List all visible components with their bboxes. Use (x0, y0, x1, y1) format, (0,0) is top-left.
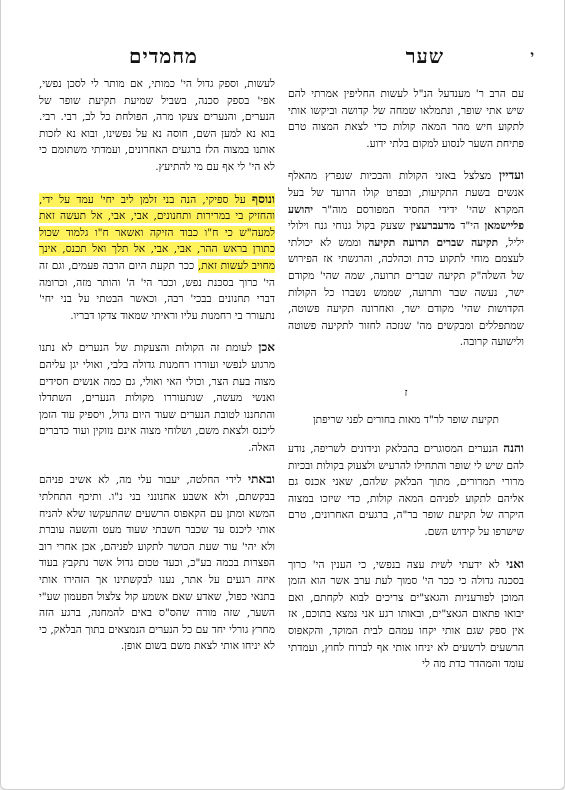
paragraph (288, 556, 524, 673)
paragraph-text: מצלצל באזני הקולות והבכיות שנפרץ מהאלף אנשים בשעת התקיעות, ובפרט קולו הרועד של בעל המקרא שהי' ידידי החסיד המפורסם מוה"ר (288, 170, 524, 216)
page-mark: י (530, 48, 534, 64)
lead-word: ואני (506, 556, 524, 571)
paragraph-text: ככר תקעת היום הרבה פעמים, וגם זה הי' כרוך בסכנת נפש, וככר הי' ה' והותר מזה, וכרומה דברי תחנונים בבכי' רבה, וכאשר הבטתי על בני יחי' נתעורר בי רחמנות עליו וראיתי שמאוד צדקו דבריו. (39, 259, 275, 322)
section-number: ז (404, 385, 408, 399)
paragraph (39, 471, 275, 655)
lead-word: ועדיין (499, 168, 524, 183)
paragraph-text: לא ידעתי לשית עצה בנפשי, כי הענין הי' כרוך בסכנה גדולה כי ככר הי' סמוך לעת ערב אשר הוא הזמן המוכן לפורעניות והגאצ"ים צריכים לבוא לקחתם, ואם יבואו פתאום הגאצ"ים, ובאותו רגע אני נמצא בתוכם, אז אין ספק שגם אותי יקחו עמהם לבית המוקד, והקאפוס הרשעים לרשעים לא יניחו אותי אף לברוח לחוץ, ועמדתי עומד והמהדר כדת מה לי (288, 558, 524, 671)
bold-name: יהושע פליישמאן (288, 203, 525, 233)
paragraph (39, 191, 275, 325)
section-title: תקיעת שופר לר"ד מאות בחורים לפני שריפתן (312, 413, 500, 426)
paragraph-text: על ספיקי, הנה בני זלמן ליב יחי' עמד על ידי, והחזיק בי במרירות ותחנונים, אבי, אבי, אל תעשה זאת למעה"ש כי ח"ו כבוד הזיקה ואשאר ח"ו גלמוד שכול כתורן בראש ההר, אבי, אבי, אל תלך ואל תכנס, אינך מחויב לעשות זאת, (39, 193, 276, 272)
paragraph-text: וממש לא יכולתי לעצמם מוחי לתקוע כדת וכהלכה, והרגשתי אז הפירוש של השלה"ק תקיעה שברים תרועה, שמה שהי' מקודם ישר, נעשה שבר ותרועה, שממש נשברו כל הקולות הקדושות שהי' מקודם ישר, ואחרונה תקיעה פשוטה, שמתפללים ומבקשים מה' שנזכה לחזור לתקיעה פשוטה ולישועה קרובה. (288, 236, 524, 349)
paragraph (288, 167, 524, 351)
paragraph-text: לידי החלטה, יעבור עלי מה, לא אשיב פניהם בבקשתם, ולא אשבע אחנונני בני נ"ו. ותיכף התחלתי המשא ומתן עם הקאפוס הרשעים שהתעקשו שלא להניח אותי ליכנס עד שכבר חשבתי שעוד מעט והשעה עוברת ולא יהי' עוד שעת הכושר לתקוע לפניהם, אכן אחרי רוב הפצרות בכמה בע"כ, וכעד טכום גדול אשר נתקבץ בעוד איזה רגעים על אתר, נענו לבקשתינו אך הזהירו אותי בתנאי כפול, שאדע שאם אשמע קול צלצול הפעמון שע"י השער, שזה מורה שהס"ס באים להמחנה, ברגע הזה מחרץ גורלי יחד עם כל הנערים הנמצאים בתוך הבלאק, כי לא יניחו אותי לצאת משם בשום אופן. (39, 474, 275, 653)
paragraph: עם הרב ר' מענדעל הנ"ל לעשות החליפין אמרתי להם שיש אתי שופר, ונתמלאו שמחה של קדושה וביקשו אותי לתקוע חיש מהר המאה קולות כדי לצאת המצוה טרם פתיחת השער לנסוע למקום בלתי ידוע. (288, 88, 524, 150)
paragraph-text: הנערים המסוגרים בהבלאק ונידונים לשריפה, נודע להם שיש לי שופר והתחילו להרעיש ולצעוק בקולות ובכיות מרורי תמרורים, מתוך הבלאק שלהם, שאני אכנס גם אליהם לתקוע לפניהם המאה קולות, כדי שיזכו במצוה היקרה של תקיעת שופר בר"ה, ברגעים האחרונים, טרם שישרפו על קידוש השם. (288, 443, 524, 539)
paragraph (39, 339, 275, 456)
lead-word: ונוסף (251, 191, 275, 206)
lead-word: ובאתי (247, 472, 275, 487)
paragraph-text: שצעק בקול גנוחי גנח וילולי יליל, (288, 220, 524, 249)
lead-word: אכן (258, 340, 275, 355)
paragraph: לעשות, וספק גדול הי' כמותי, אם מותר לי לסכן נפשי, אפי' בספק סכנה, בשביל שמיעת תקיעת שופר של הנערים, והנערים צעקו מרה, הפולחת כל לב, רבי. רבי. בוא נא למען השם, חוסה נא על נפשינו, ובוא נא לזכות אותנו במצוה הלז ברגעים האחרונים, ועמדתי משתומם כי לא הי' לי אף עם מי להתיעץ. (39, 78, 275, 173)
bold-place: מדעברעצין (410, 220, 456, 233)
paragraph-text: לעומת זה הקולות והצעקות של הנערים לא נתנו מרגוע לנפשי ועוררו רחמנות גדולה בלבי, ואולי יגן עליהם מצוה בעת הצר, וכולי האי ואולי, גם כמה אנשים חסידים ואנשי מעשה, שנתעוררו מקולות הנערים, השתדלו והתחננו לטובת הנערים שעוד היום גדול, ויספיק עוד הזמן ליכנס ולצאת משם, ושלוחי מצוה אינם נזוקין ועוד כדברים האלה. (39, 342, 275, 454)
text-column-right (288, 86, 524, 688)
bold-phrase: תקיעה שברים תרועה תקיעה (368, 236, 499, 249)
paragraph-text: הי"ד (455, 220, 485, 233)
text-column-left (39, 76, 275, 670)
running-head-left: מחמדים (129, 44, 198, 68)
paragraph (288, 440, 524, 541)
running-head-right: שער (405, 44, 444, 68)
lead-word: והנה (503, 441, 524, 456)
